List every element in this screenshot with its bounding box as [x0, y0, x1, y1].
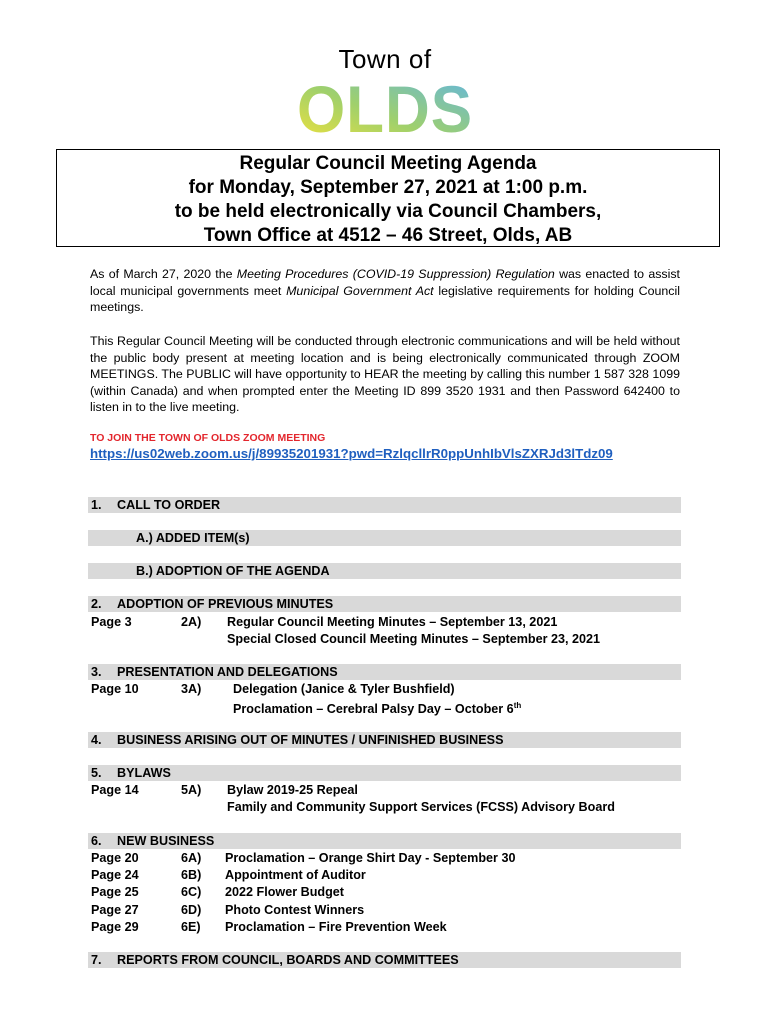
- section-2-item-2: Special Closed Council Meeting Minutes – September 23, 2021: [227, 632, 601, 646]
- section-4-title: BUSINESS ARISING OUT OF MINUTES / UNFINISHED BUSINESS: [117, 733, 504, 747]
- section-7-number: 7.: [91, 953, 102, 967]
- row-code: 6A): [181, 851, 202, 865]
- row-item: Appointment of Auditor: [225, 868, 366, 882]
- section-5-title: BYLAWS: [117, 766, 171, 780]
- ordinal-suffix: th: [513, 701, 522, 710]
- section-3-code: 3A): [181, 682, 202, 696]
- section-2-code: 2A): [181, 615, 202, 629]
- adoption-of-agenda: B.) ADOPTION OF THE AGENDA: [136, 564, 330, 578]
- section-2-page: Page 3: [91, 615, 132, 629]
- section-1-title: CALL TO ORDER: [117, 498, 221, 512]
- section-2-number: 2.: [91, 597, 102, 611]
- section-5-item-2: Family and Community Support Services (FCSS) Advisory Board: [227, 800, 615, 814]
- section-2-item-1: Regular Council Meeting Minutes – September 13, 2021: [227, 615, 558, 629]
- section-5-number: 5.: [91, 766, 102, 780]
- section-7-title: REPORTS FROM COUNCIL, BOARDS AND COMMITTEES: [117, 953, 459, 967]
- section-4-number: 4.: [91, 733, 102, 747]
- row-page: Page 25: [91, 885, 139, 899]
- section-3-number: 3.: [91, 665, 102, 679]
- row-item: 2022 Flower Budget: [225, 885, 344, 899]
- intro-text: As of March 27, 2020 the: [90, 267, 237, 281]
- section-5-code: 5A): [181, 783, 202, 797]
- row-code: 6C): [181, 885, 202, 899]
- section-6-number: 6.: [91, 834, 102, 848]
- section-3-title: PRESENTATION AND DELEGATIONS: [117, 665, 338, 679]
- row-item: Photo Contest Winners: [225, 903, 365, 917]
- row-code: 6B): [181, 868, 202, 882]
- section-5-page: Page 14: [91, 783, 139, 797]
- title-line-1: Regular Council Meeting Agenda: [239, 153, 537, 174]
- row-item: Proclamation – Orange Shirt Day - September 30: [225, 851, 516, 865]
- agenda-title-box: [56, 149, 720, 247]
- section-5-item-1: Bylaw 2019-25 Repeal: [227, 783, 358, 797]
- section-2-title: ADOPTION OF PREVIOUS MINUTES: [117, 597, 334, 611]
- logo-town-of: Town of: [338, 44, 432, 74]
- row-page: Page 27: [91, 903, 139, 917]
- row-item: Proclamation – Fire Prevention Week: [225, 920, 447, 934]
- row-page: Page 20: [91, 851, 139, 865]
- added-items: A.) ADDED ITEM(s): [136, 531, 250, 545]
- zoom-meeting-link[interactable]: https://us02web.zoom.us/j/89935201931?pwd=RzlqcllrR0ppUnhIbVlsZXRJd3lTdz09: [90, 446, 613, 461]
- row-page: Page 29: [91, 920, 139, 934]
- intro-text: legislative requirements for holding Council meetings.: [90, 283, 680, 314]
- proclamation-text: Proclamation – Cerebral Palsy Day – October 6: [233, 702, 514, 717]
- row-code: 6D): [181, 903, 202, 917]
- section-3-item-2: [233, 698, 521, 717]
- title-line-2: for Monday, September 27, 2021 at 1:00 p.m.: [188, 177, 588, 198]
- row-page: Page 24: [91, 868, 139, 882]
- section-1-number: 1.: [91, 498, 102, 512]
- regulation-name: Meeting Procedures (COVID-19 Suppression) Regulation: [236, 267, 555, 281]
- olds-logo: [295, 78, 475, 138]
- intro-paragraph-1: [90, 266, 680, 316]
- logo-olds-text: OLDS: [297, 78, 473, 138]
- section-3-page: Page 10: [91, 682, 139, 696]
- section-bar: [88, 765, 681, 781]
- section-3-item-1: Delegation (Janice & Tyler Bushfield): [233, 682, 455, 696]
- row-code: 6E): [181, 920, 201, 934]
- zoom-label: TO JOIN THE TOWN OF OLDS ZOOM MEETING: [90, 432, 326, 444]
- section-6-title: NEW BUSINESS: [117, 834, 215, 848]
- act-name: Municipal Government Act: [286, 283, 434, 298]
- intro-text: was enacted to assist local municipal governments meet: [90, 267, 680, 298]
- title-line-3: to be held electronically via Council Chambers,: [174, 201, 602, 222]
- title-line-4: Town Office at 4512 – 46 Street, Olds, AB: [203, 225, 573, 246]
- intro-paragraph-2: This Regular Council Meeting will be conducted through electronic communications and will be held without the public body present at meeting location and is being electronically communicated through ZOOM MEETINGS. The PUBLIC will have opportunity to HEAR the meeting by calling this number 1 587 328 1099 (within Canada) and when prompted enter the Meeting ID 899 3520 1931 and then Password 642400 to listen in to the live meeting.: [90, 334, 680, 414]
